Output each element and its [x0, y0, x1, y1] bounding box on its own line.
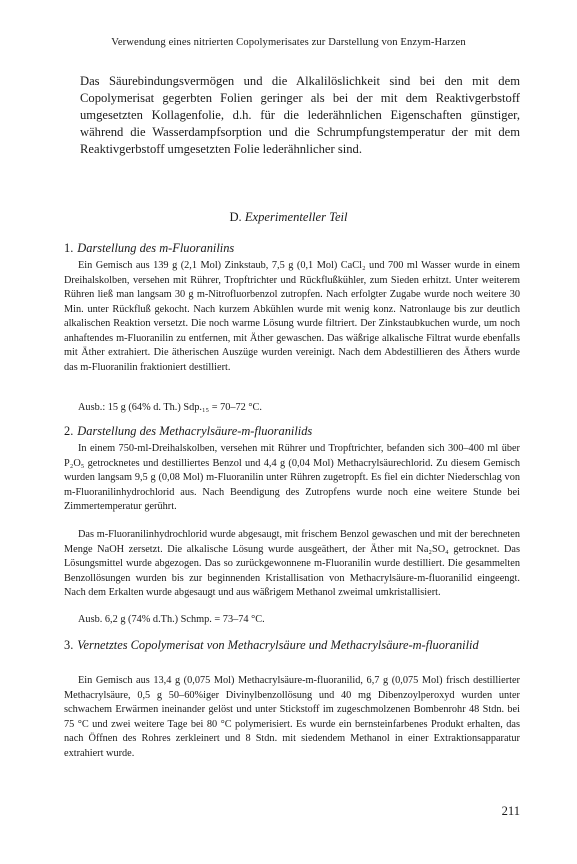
subsection-3-heading: [64, 637, 520, 653]
running-head: Verwendung eines nitrierten Copolymerisates zur Darstellung von Enzym-Harzen: [111, 37, 466, 48]
intro-paragraph: Das Säurebindungsvermögen und die Alkalilöslichkeit sind bei den mit dem Copolymerisat gegerbten Folien geringer als bei der mit dem Reaktivgerbstoff umgesetzten Kollagenfolie, d.h. für die lederähnlichen Eigenschaften günstiger, während die Wasserdampfsorption und die Schrumpfungstemperatur der mit dem Reaktivgerbstoff umgesetzten Folie lederähnlicher sind.: [80, 74, 520, 156]
subsection-2-heading: [64, 423, 520, 439]
subsection-2-paragraph-1: In einem 750-ml-Dreihalskolben, versehen mit Rührer und Tropftrichter, befanden sich 300–400 ml über P₂O₅ getrocknetes und destilliertes Benzol und 4,4 g (0,04 Mol) Methacrylsäurechlorid. Zu diesem Gemisch wurden langsam 9,5 g (0,08 Mol) m-Fluoranilin unter Rühren zugetropft. Es fiel ein dichter Niederschlag von m-Fluoranilinhydrochlorid aus. Nach Beendigung des Zutropfens wurde noch eine weitere Stunde bei Zimmertemperatur gerührt.: [64, 443, 520, 512]
subsection-2-yield: Ausb. 6,2 g (74% d.Th.) Schmp. = 73–74 °C.: [78, 614, 265, 625]
section-heading: [0, 210, 577, 225]
subsection-1-yield: Ausb.: 15 g (64% d. Th.) Sdp.₁₅ = 70–72 °C.: [78, 402, 262, 413]
page-number: 211: [501, 804, 520, 818]
section-title: Experimenteller Teil: [244, 210, 348, 224]
subsection-3-title: Vernetztes Copolymerisat von Methacrylsäure und Methacrylsäure-m-fluoranilid: [77, 638, 479, 652]
subsection-1-title: Darstellung des m-Fluoranilins: [77, 241, 235, 255]
subsection-3-paragraph-1: Ein Gemisch aus 13,4 g (0,075 Mol) Methacrylsäure-m-fluoranilid, 6,7 g (0,075 Mol) frisch destillierter Methacrylsäure, 0,5 g 50–60%iger Divinylbenzollösung und 40 mg Dibenzoylperoxyd wurden unter schwachem Erwärmen ineinander gelöst und unter Stickstoff im zugeschmolzenen Bombenrohr 48 Stdn. bei 75 °C und zwei weitere Tage bei 80 °C polymerisiert. Es wurde ein bernsteinfarbenes Produkt erhalten, das nach Öffnen des Rohres zerkleinert und 8 Stdn. mit siedendem Methanol in einer Extraktionsapparatur extrahiert wurde.: [64, 675, 520, 759]
subsection-2-paragraph-2: Das m-Fluoranilinhydrochlorid wurde abgesaugt, mit frischem Benzol gewaschen und mit der berechneten Menge NaOH zersetzt. Die alkalische Lösung wurde ausgeäthert, der Äther mit Na₂SO₄ getrocknet. Das Lösungsmittel wurde abgezogen. Das so zurückgewonnene m-Fluoranilin wurde destilliert. Die gesammelten Benzollösungen wurden bis zur beginnenden Kristallisation von Methacrylsäure-m-fluoranilid eingeengt. Nach dem Erkalten wurde abgesaugt und aus wäßrigem Methanol zweimal umkristallisiert.: [64, 529, 520, 598]
subsection-1-heading: [64, 240, 520, 256]
subsection-2-title: Darstellung des Methacrylsäure-m-fluoranilids: [77, 424, 313, 438]
subsection-1-number: 1.: [64, 241, 74, 255]
subsection-1-paragraph-1: Ein Gemisch aus 139 g (2,1 Mol) Zinkstaub, 7,5 g (0,1 Mol) CaCl₂ und 700 ml Wasser wurde in einem Dreihalskolben, versehen mit Rührer, Tropftrichter und Rückflußkühler, zum Sieden erhitzt. Unter weiterem Rühren ließ man langsam 30 g m-Nitrofluorbenzol zutropfen. Nach erfolgter Zugabe wurde noch weitere 30 Min. unter Rückfluß gekocht. Nach kurzem Abkühlen wurde mit wenig konz. Natronlauge bis zur deutlich alkalischen Reaktion versetzt. Die noch warme Lösung wurde filtriert. Der Zinkstaubkuchen wurde, um noch anhaftendes m-Fluoranilin zu entfernen, mit Äther gewaschen. Das wäßrige alkalische Filtrat wurde ebenfalls mit Äther extrahiert. Die ätherischen Auszüge wurden vereinigt. Nach dem Abdestillieren des Äthers wurde das m-Fluoranilin fraktioniert destilliert.: [64, 260, 520, 373]
section-number: D.: [229, 210, 242, 224]
subsection-2-number: 2.: [64, 424, 74, 438]
subsection-3-number: 3.: [64, 638, 74, 652]
